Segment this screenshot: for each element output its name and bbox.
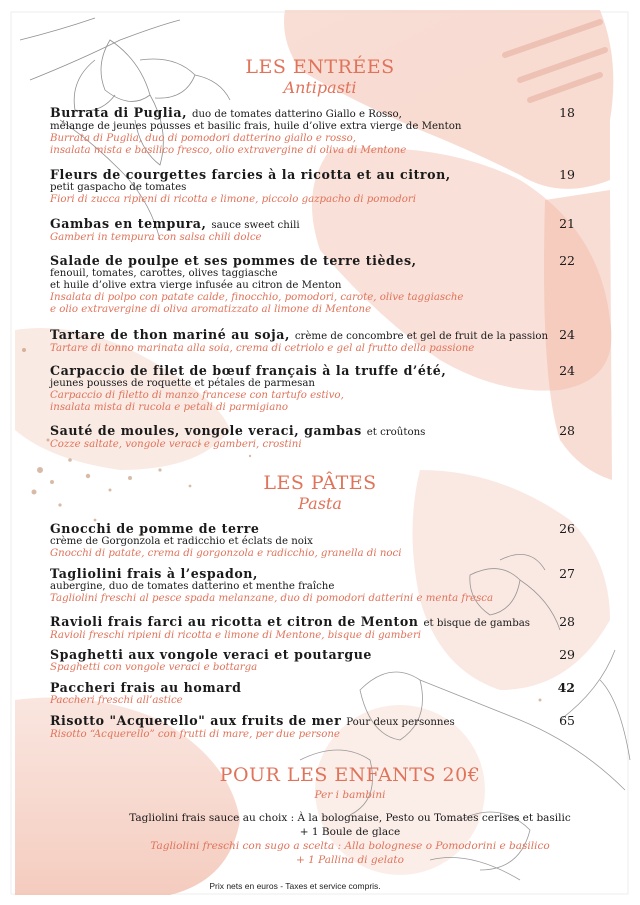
item-desc: fenouil, tomates, carottes, olives taggiasche [50, 268, 278, 279]
menu-item [50, 363, 600, 414]
item-name: Paccheri frais au homard [50, 680, 242, 695]
kids-line: Tagliolini frais sauce au choix : À la bolognaise, Pesto ou Tomates cerises et basilic [129, 812, 571, 824]
item-italian: Burrata di Puglia, duo di pomodori datterino giallo e rosso, [50, 133, 356, 144]
item-price: 27 [559, 566, 575, 581]
item-price: 28 [559, 614, 575, 629]
item-price: 19 [559, 167, 575, 182]
item-name: Salade de poulpe et ses pommes de terre tièdes, [50, 253, 417, 268]
kids-title: POUR LES ENFANTS 20€ [219, 764, 481, 786]
item-price: 18 [559, 105, 575, 120]
item-italian: Insalata di polpo con patate calde, finocchio, pomodori, carote, olive taggiasche [50, 292, 464, 303]
item-italian: Ravioli freschi ripieni di ricotta e limone di Mentone, bisque di gamberi [50, 630, 422, 641]
item-desc: mélange de jeunes pousses et basilic frais, huile d’olive extra vierge de Menton [50, 121, 462, 132]
entrees-title: LES ENTRÉES [245, 56, 395, 78]
menu-item [50, 253, 600, 316]
item-italian: e olio extravergine di oliva aromatizzato al limone di Mentone [50, 304, 372, 315]
item-price: 22 [559, 253, 575, 268]
item-price: 28 [559, 423, 575, 438]
item-name: Burrata di Puglia, duo de tomates datterino Giallo e Rosso, [50, 105, 402, 120]
item-desc: et huile d’olive extra vierge infusée au citron de Menton [50, 280, 342, 291]
item-name: Tartare de thon mariné au soja, crème de concombre et gel de fruit de la passion [50, 327, 549, 342]
kids-subtitle: Per i bambini [314, 789, 386, 801]
item-name: Carpaccio de filet de bœuf français à la truffe d’été, [50, 363, 447, 378]
item-name: Fleurs de courgettes farcies à la ricotta et au citron, [50, 167, 451, 182]
entrees-subtitle: Antipasti [283, 78, 357, 97]
item-price: 29 [559, 647, 575, 662]
menu-item [50, 521, 600, 560]
item-desc: jeunes pousses de roquette et pétales de parmesan [50, 378, 315, 389]
item-italian: Paccheri freschi all’astice [50, 695, 183, 706]
menu-item [50, 680, 600, 707]
item-name: Tagliolini frais à l’espadon, [50, 566, 258, 581]
item-name: Ravioli frais farci au ricotta et citron de Menton et bisque de gambas [50, 614, 531, 629]
item-desc: aubergine, duo de tomates datterino et menthe fraîche [50, 581, 335, 592]
pates-title: LES PÂTES [263, 472, 377, 494]
item-italian: Gnocchi di patate, crema di gorgonzola e radicchio, granella di noci [50, 548, 402, 559]
item-italian: Risotto “Acquerello” con frutti di mare, per due persone [50, 729, 340, 740]
item-name: Spaghetti aux vongole veraci et poutargue [50, 647, 372, 662]
menu-item [50, 167, 600, 206]
menu-item [50, 423, 600, 451]
item-italian: Tagliolini freschi al pesce spada melanzane, duo di pomodori datterini e menta fresca [50, 593, 494, 604]
item-italian: Tartare di tonno marinata alla soia, crema di cetriolo e gel al frutto della passione [50, 343, 475, 354]
footer-note: Prix nets en euros - Taxes et service compris. [209, 881, 381, 891]
menu-item [50, 327, 600, 355]
menu-item [50, 713, 600, 741]
item-price: 65 [559, 713, 575, 728]
pates-subtitle: Pasta [298, 494, 342, 513]
menu-item [50, 566, 600, 605]
kids-line-italian: Tagliolini freschi con sugo a scelta : Alla bolognese o Pomodorini e basilico [150, 840, 550, 852]
item-italian: Gamberi in tempura con salsa chili dolce [50, 232, 262, 243]
item-italian: Carpaccio di filetto di manzo francese con tartufo estivo, [50, 390, 344, 401]
item-price: 21 [559, 216, 575, 231]
item-price: 42 [557, 680, 575, 695]
item-name: Risotto "Acquerello" aux fruits de mer Pour deux personnes [50, 713, 455, 728]
menu-item [50, 105, 600, 157]
item-italian: Spaghetti con vongole veraci e bottarga [50, 662, 258, 673]
item-italian: Fiori di zucca ripieni di ricotta e limone, piccolo gazpacho di pomodori [50, 194, 417, 205]
item-price: 24 [559, 327, 575, 342]
item-italian: Cozze saltate, vongole veraci e gamberi, crostini [50, 439, 302, 450]
item-desc: petit gaspacho de tomates [50, 182, 187, 193]
item-italian: insalata mista di rucola e petali di parmigiano [50, 402, 288, 413]
item-price: 26 [559, 521, 575, 536]
item-italian: insalata mista e basilico fresco, olio extravergine di oliva di Mentone [50, 145, 407, 156]
item-name: Gnocchi de pomme de terre [50, 521, 260, 536]
kids-line-italian: + 1 Pallina di gelato [296, 854, 404, 866]
menu-item [50, 216, 600, 244]
menu-item [50, 647, 600, 674]
item-name: Gambas en tempura, sauce sweet chili [50, 216, 300, 231]
item-price: 24 [559, 363, 575, 378]
menu-item [50, 614, 600, 642]
item-name: Sauté de moules, vongole veraci, gambas et croûtons [50, 423, 426, 438]
kids-line: + 1 Boule de glace [299, 826, 401, 838]
item-desc: crème de Gorgonzola et radicchio et éclats de noix [50, 536, 313, 547]
